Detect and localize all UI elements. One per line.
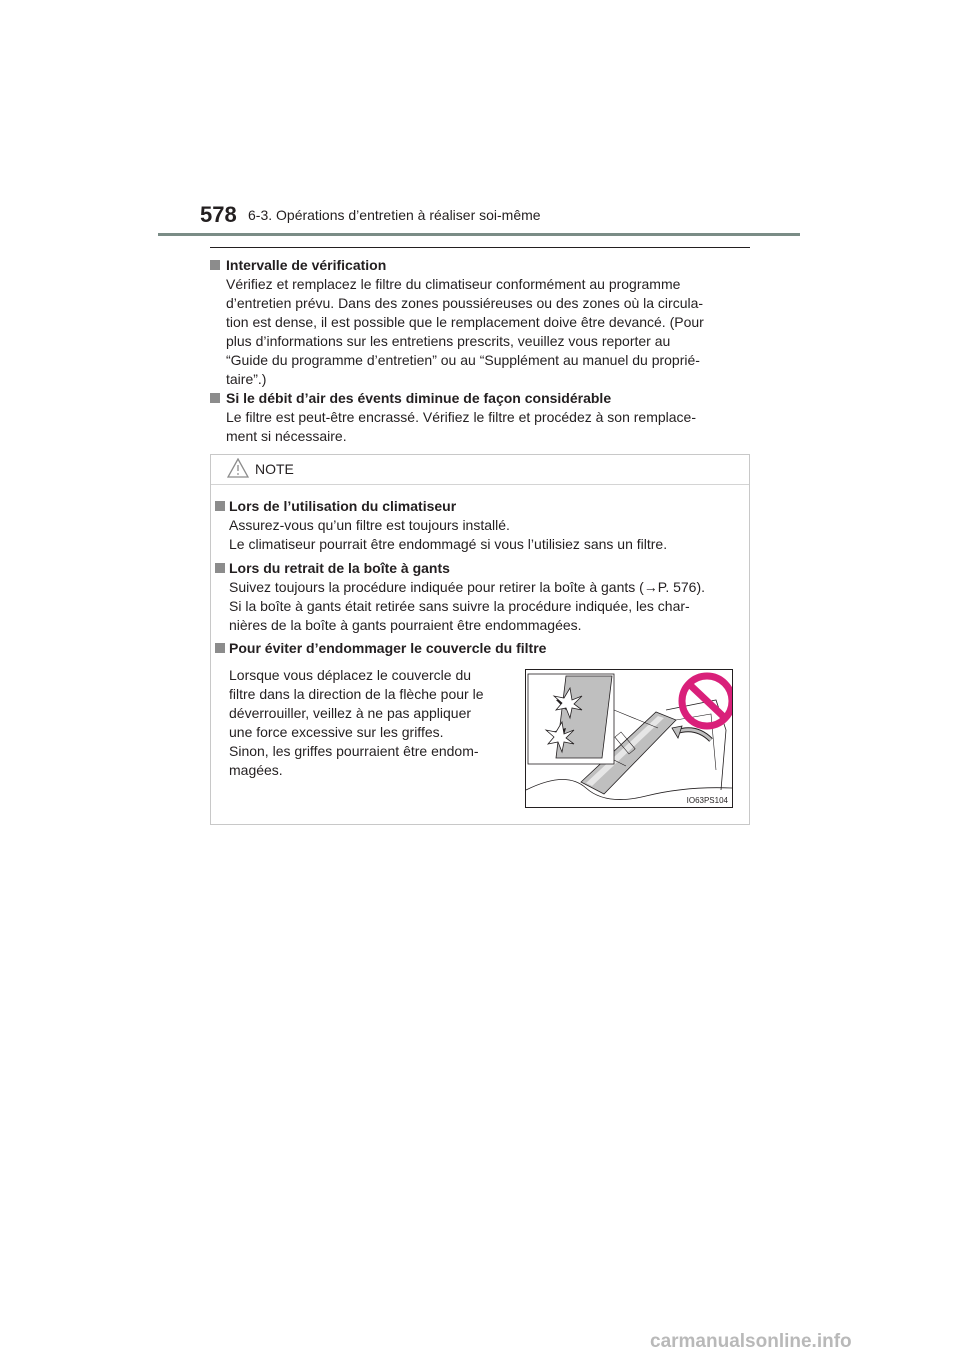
note-header	[211, 455, 749, 485]
warning-triangle-icon	[227, 458, 249, 478]
section-body	[210, 275, 750, 389]
text-line: Lorsque vous déplacez le couvercle du	[229, 667, 472, 683]
bullet-square-icon	[215, 501, 225, 511]
bullet-square-icon	[215, 643, 225, 653]
text-line: tion est dense, il est possible que le remplacement doive être devancé. (Pour	[226, 314, 704, 330]
figure-caption-text	[229, 666, 507, 780]
text-line: taire”.)	[226, 371, 267, 387]
filter-cover-drawing	[526, 670, 732, 807]
note-heading: Pour éviter d’endommager le couvercle du filtre	[229, 640, 547, 656]
text-line: une force excessive sur les griffes.	[229, 724, 444, 740]
header-rule	[158, 233, 800, 236]
bullet-square-icon	[210, 393, 220, 403]
text-line: magées.	[229, 762, 283, 778]
text-line: plus d’informations sur les entretiens prescrits, veuillez vous reporter au	[226, 333, 671, 349]
bullet-square-icon	[210, 260, 220, 270]
text-line: Sinon, les griffes pourraient être endom-	[229, 743, 479, 759]
text-line: ment si nécessaire.	[226, 428, 347, 444]
note-label: NOTE	[255, 461, 294, 477]
section-airflow	[210, 389, 750, 446]
note-item-glovebox-removal	[211, 559, 747, 635]
text-line: Vérifiez et remplacez le filtre du climatiseur conformément au programme	[226, 276, 681, 292]
section-title: 6-3. Opérations d’entretien à réaliser soi-même	[248, 207, 541, 223]
text-line: “Guide du programme d’entretien” ou au “Supplément au manuel du proprié-	[226, 352, 700, 368]
text-line: déverrouiller, veillez à ne pas appliquer	[229, 705, 472, 721]
section-heading: Si le débit d’air des évents diminue de façon considérable	[226, 390, 612, 406]
text-line: Si la boîte à gants était retirée sans suivre la procédure indiquée, les char-	[229, 598, 690, 614]
note-item-filter-cover	[211, 639, 747, 658]
text-line: filtre dans la direction de la flèche pour le	[229, 686, 484, 702]
text-line: Le filtre est peut-être encrassé. Vérifiez le filtre et procédez à son remplace-	[226, 409, 696, 425]
note-item-ac-usage	[211, 497, 747, 554]
text-line: Suivez toujours la procédure indiquée pour retirer la boîte à gants (→P. 576).	[229, 579, 706, 595]
note-box	[210, 454, 750, 825]
text-line: d’entretien prévu. Dans des zones poussiéreuses ou des zones où la circula-	[226, 295, 704, 311]
text-line: Le climatiseur pourrait être endommagé si vous l’utilisiez sans un filtre.	[229, 536, 668, 552]
text-line: nières de la boîte à gants pourraient être endommagées.	[229, 617, 582, 633]
section-heading: Intervalle de vérification	[226, 257, 387, 273]
figure-label: IO63PS104	[686, 796, 728, 805]
filter-cover-illustration	[525, 669, 733, 808]
bullet-square-icon	[215, 563, 225, 573]
note-heading: Lors de l’utilisation du climatiseur	[229, 498, 457, 514]
note-heading: Lors du retrait de la boîte à gants	[229, 560, 450, 576]
section-check-interval	[210, 256, 750, 389]
text-line: Assurez-vous qu’un filtre est toujours installé.	[229, 517, 510, 533]
content-rule	[210, 247, 750, 248]
watermark: carmanualsonline.info	[650, 1331, 852, 1352]
section-body	[210, 408, 750, 446]
page-number: 578	[200, 202, 237, 227]
